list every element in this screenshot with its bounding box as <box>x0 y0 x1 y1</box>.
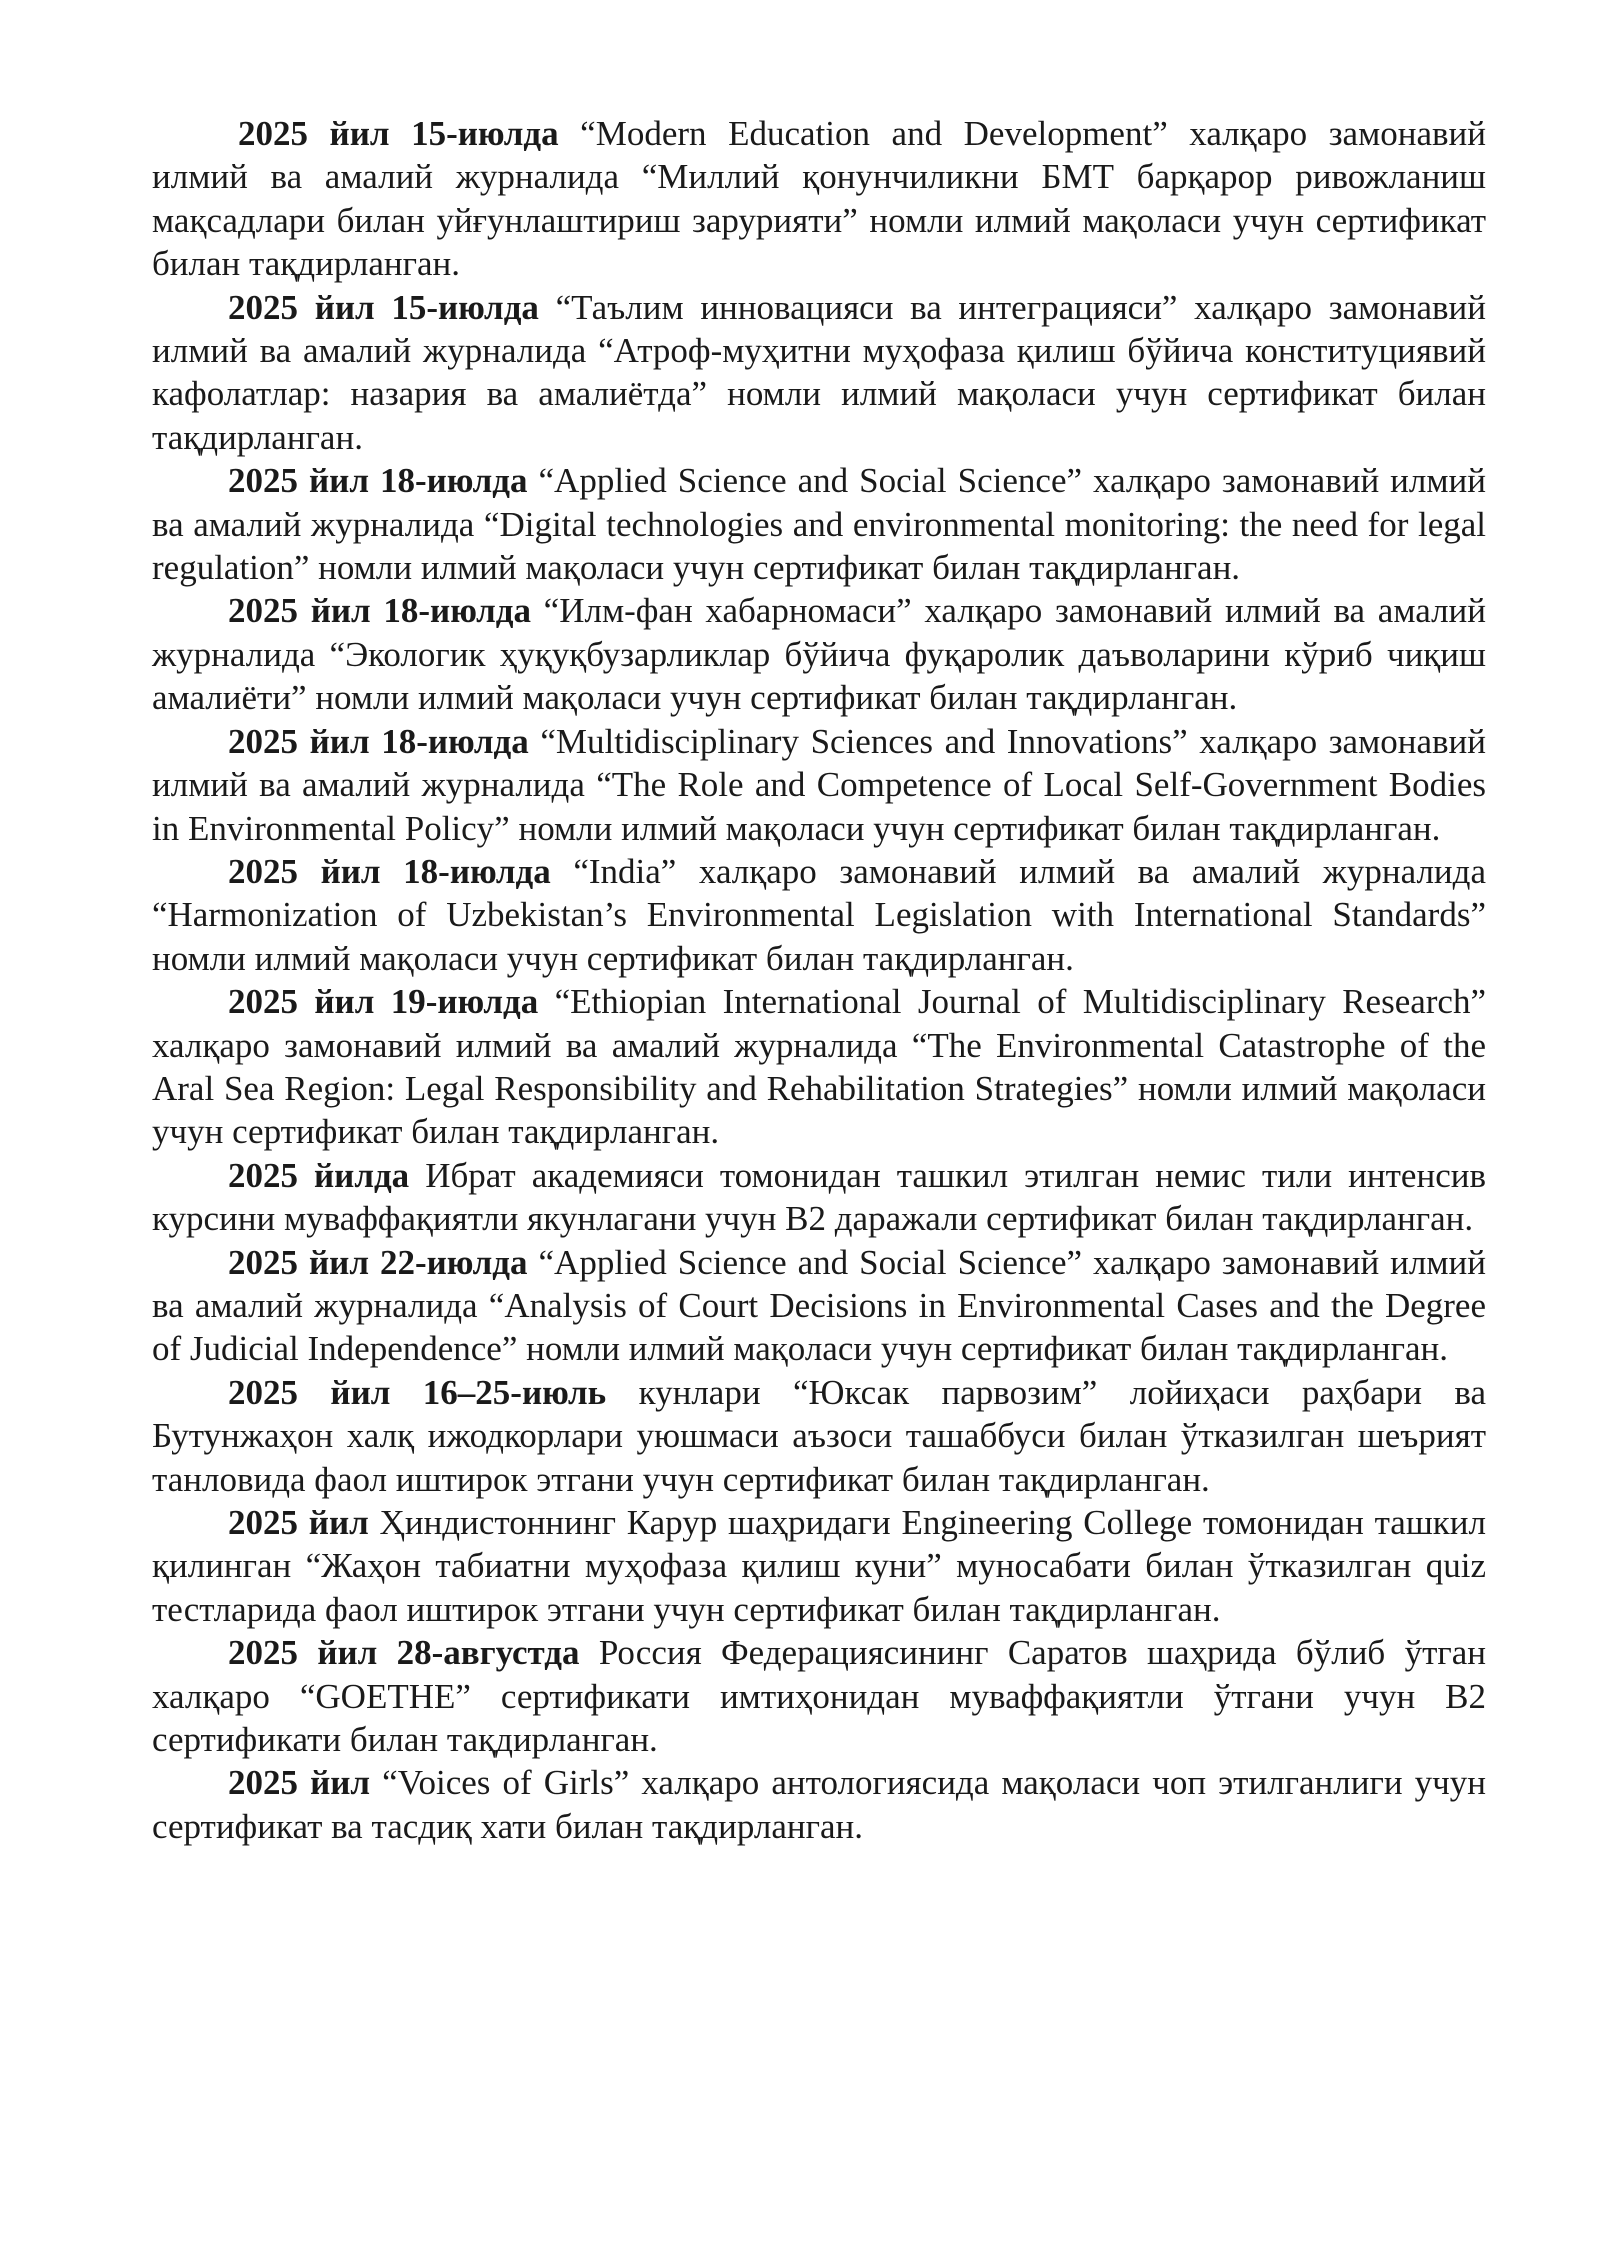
entry-text: “Modern Education and Development” халқаро замонавий илмий ва амалий журналида “Миллий қонунчиликни БМТ барқарор ривожланиш мақсадлари билан уйғунлаштириш зарурияти” номли илмий мақоласи учун сертификат билан тақдирланган. <box>152 114 1486 284</box>
entry-text: “Илм-фан хабарномаси” халқаро замонавий илмий ва амалий журналида “Экологик ҳуқуқбузарликлар бўйича фуқаролик даъволарини кўриб чиқиш амалиёти” номли илмий мақоласи учун сертификат билан тақдирланган. <box>152 591 1486 718</box>
entry-text: “Applied Science and Social Science” халқаро замонавий илмий ва амалий журналида “Digital technologies and environmental monitoring: the need for legal regulation” номли илмий мақоласи учун сертификат билан тақдирланган. <box>152 461 1486 588</box>
entry-date: 2025 йил 15-июлда <box>238 114 559 153</box>
entry-date: 2025 йил 16–25-июль <box>228 1372 607 1412</box>
entry-text: “India” халқаро замонавий илмий ва амалий журналида “Harmonization of Uzbekistan’s Environmental Legislation with International Standards” номли илмий мақоласи учун сертификат билан тақдирланган. <box>152 851 1486 978</box>
paragraph-10 <box>152 1371 1486 1501</box>
entry-date: 2025 йил 28-августда <box>228 1633 580 1673</box>
entry-date: 2025 йил <box>228 1763 371 1803</box>
entry-text: Россия Федерациясининг Саратов шаҳрида бўлиб ўтган халқаро “GOETHE” сертификати имтиҳонидан муваффақиятли ўтгани учун B2 сертификати билан тақдирланган. <box>152 1633 1486 1760</box>
entry-date: 2025 йил 19-июлда <box>228 982 539 1022</box>
entry-date: 2025 йил 15-июлда <box>228 287 539 327</box>
paragraph-1 <box>152 112 1486 286</box>
paragraph-8 <box>152 1154 1486 1241</box>
paragraph-13 <box>152 1761 1486 1848</box>
entry-text: Ҳиндистоннинг Карур шаҳридаги Engineering College томонидан ташкил қилинган “Жаҳон табиатни муҳофаза қилиш куни” муносабати билан ўтказилган quiz тестларида фаол иштирок этгани учун сертификат билан тақдирланган. <box>152 1503 1486 1629</box>
entry-date: 2025 йил <box>228 1503 369 1542</box>
document-page <box>152 112 1486 1848</box>
paragraph-7 <box>152 980 1486 1154</box>
entry-text: “Voices of Girls” халқаро антологиясида мақоласи чоп этилганлиги учун сертификат ва тасдиқ хати билан тақдирланган. <box>152 1763 1486 1846</box>
paragraph-6 <box>152 850 1486 980</box>
entry-text: Ибрат академияси томонидан ташкил этилган немис тили интенсив курсини муваффақиятли якунлагани учун B2 даражали сертификат билан тақдирланган. <box>152 1155 1486 1239</box>
entry-date: 2025 йил 18-июлда <box>228 591 531 631</box>
paragraph-11 <box>152 1501 1486 1631</box>
entry-date: 2025 йил 18-июлда <box>228 851 551 891</box>
paragraph-9 <box>152 1241 1486 1371</box>
paragraph-12 <box>152 1631 1486 1761</box>
entry-date: 2025 йил 18-июлда <box>228 461 528 501</box>
entry-text: “Ethiopian International Journal of Multidisciplinary Research” халқаро замонавий илмий ва амалий журналида “The Environmental Catastrophe of the Aral Sea Region: Legal Responsibility and Rehabilitation Strategies” номли илмий мақоласи учун сертификат билан тақдирланган. <box>152 982 1486 1152</box>
paragraph-5 <box>152 720 1486 850</box>
entry-text: “Таълим инновацияси ва интеграцияси” халқаро замонавий илмий ва амалий журналида “Атроф-муҳитни муҳофаза қилиш бўйича конституциявий кафолатлар: назария ва амалиётда” номли илмий мақоласи учун сертификат билан тақдирланган. <box>152 287 1486 457</box>
entry-text: “Applied Science and Social Science” халқаро замонавий илмий ва амалий журналида “Analysis of Court Decisions in Environmental Cases and the Degree of Judicial Independence” номли илмий мақоласи учун сертификат билан тақдирланган. <box>152 1242 1486 1369</box>
entry-date: 2025 йил 22-июлда <box>228 1242 528 1282</box>
paragraph-2 <box>152 286 1486 460</box>
entry-text: “Multidisciplinary Sciences and Innovations” халқаро замонавий илмий ва амалий журналида “The Role and Competence of Local Self-Government Bodies in Environmental Policy” номли илмий мақоласи учун сертификат билан тақдирланган. <box>152 721 1486 848</box>
entry-date: 2025 йил 18-июлда <box>228 721 529 761</box>
entry-date: 2025 йилда <box>228 1155 410 1195</box>
entry-text: кунлари “Юксак парвозим” лойиҳаси раҳбари ва Бутунжаҳон халқ ижодкорлари уюшмаси аъзоси ташаббуси билан ўтказилган шеърият танловида фаол иштирок этгани учун сертификат билан тақдирланган. <box>152 1372 1487 1499</box>
paragraph-3 <box>152 459 1486 589</box>
paragraph-4 <box>152 589 1486 719</box>
